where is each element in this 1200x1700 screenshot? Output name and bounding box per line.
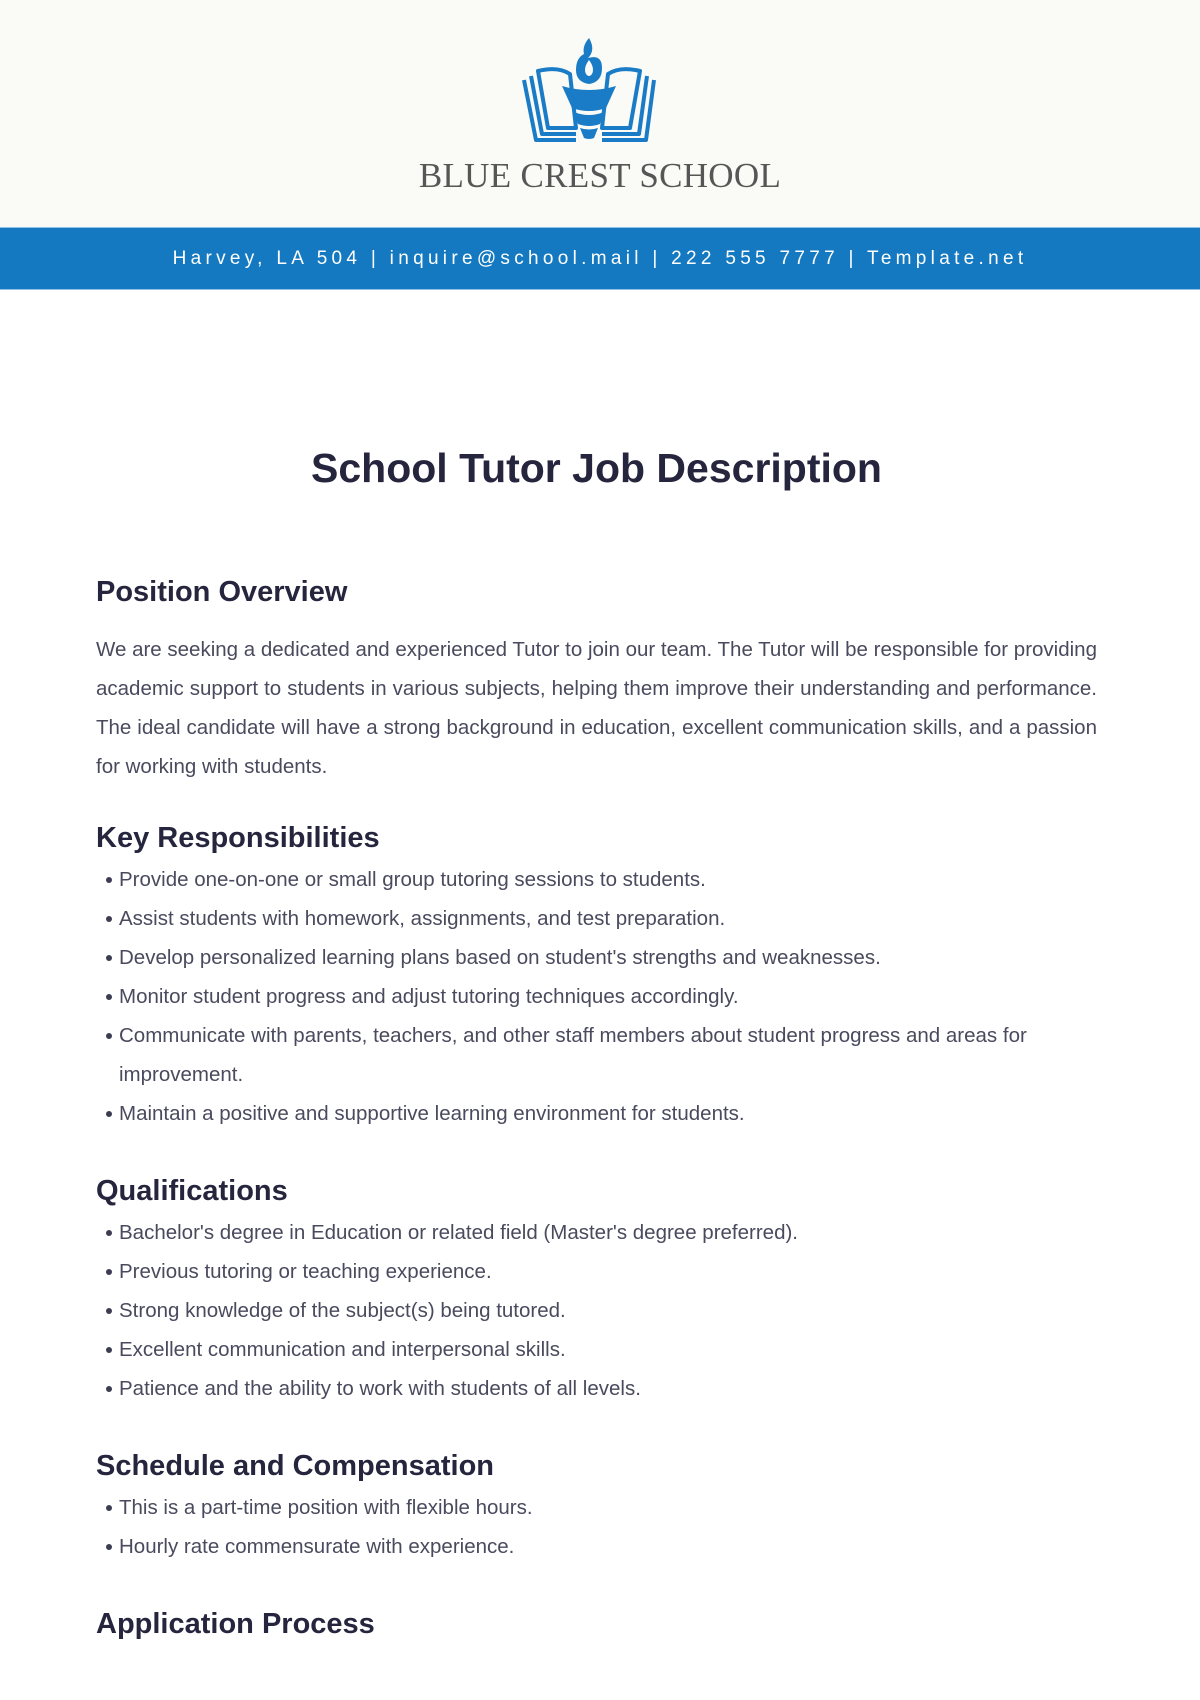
torch-book-icon <box>518 36 660 146</box>
contact-band <box>0 227 1200 290</box>
section-heading: Qualifications <box>96 1175 288 1207</box>
school-name: BLUE CREST SCHOOL <box>418 156 782 195</box>
list-item: Provide one-on-one or small group tutoring sessions to students. <box>119 860 1097 899</box>
list-item: Excellent communication and interpersonal skills. <box>119 1330 1097 1369</box>
list-item: Previous tutoring or teaching experience. <box>119 1252 1097 1291</box>
responsibilities-list <box>96 860 1097 1133</box>
section-heading: Position Overview <box>96 576 348 608</box>
page-title: School Tutor Job Description <box>311 445 882 491</box>
section-qualifications <box>96 1173 1097 1408</box>
qualifications-list <box>96 1213 1097 1408</box>
list-item: Monitor student progress and adjust tutoring techniques accordingly. <box>119 977 1097 1016</box>
section-heading: Key Responsibilities <box>96 822 380 854</box>
section-heading: Application Process <box>96 1608 375 1640</box>
list-item: Patience and the ability to work with students of all levels. <box>119 1369 1097 1408</box>
section-schedule-compensation <box>96 1448 1097 1566</box>
letterhead <box>0 0 1200 227</box>
list-item: Strong knowledge of the subject(s) being tutored. <box>119 1291 1097 1330</box>
section-heading: Schedule and Compensation <box>96 1450 494 1482</box>
list-item: Bachelor's degree in Education or related field (Master's degree preferred). <box>119 1213 1097 1252</box>
list-item: Communicate with parents, teachers, and other staff members about student progress and areas for improvement. <box>119 1016 1097 1094</box>
section-application-process <box>96 1606 1097 1642</box>
list-item: Hourly rate commensurate with experience. <box>119 1527 1097 1566</box>
list-item: Develop personalized learning plans based on student's strengths and weaknesses. <box>119 938 1097 977</box>
section-key-responsibilities <box>96 820 1097 1133</box>
document-body <box>0 290 1200 1642</box>
overview-paragraph: We are seeking a dedicated and experienced Tutor to join our team. The Tutor will be responsible for providing academic support to students in various subjects, helping them improve their understanding and performance. The ideal candidate will have a strong background in education, excellent communication skills, and a passion for working with students. <box>96 638 1097 778</box>
list-item: This is a part-time position with flexible hours. <box>119 1488 1097 1527</box>
list-item: Assist students with homework, assignments, and test preparation. <box>119 899 1097 938</box>
schedule-list <box>96 1488 1097 1566</box>
contact-info: Harvey, LA 504 | inquire@school.mail | 222 555 7777 | Template.net <box>172 247 1028 269</box>
list-item: Maintain a positive and supportive learning environment for students. <box>119 1094 1097 1133</box>
section-position-overview <box>96 574 1097 786</box>
